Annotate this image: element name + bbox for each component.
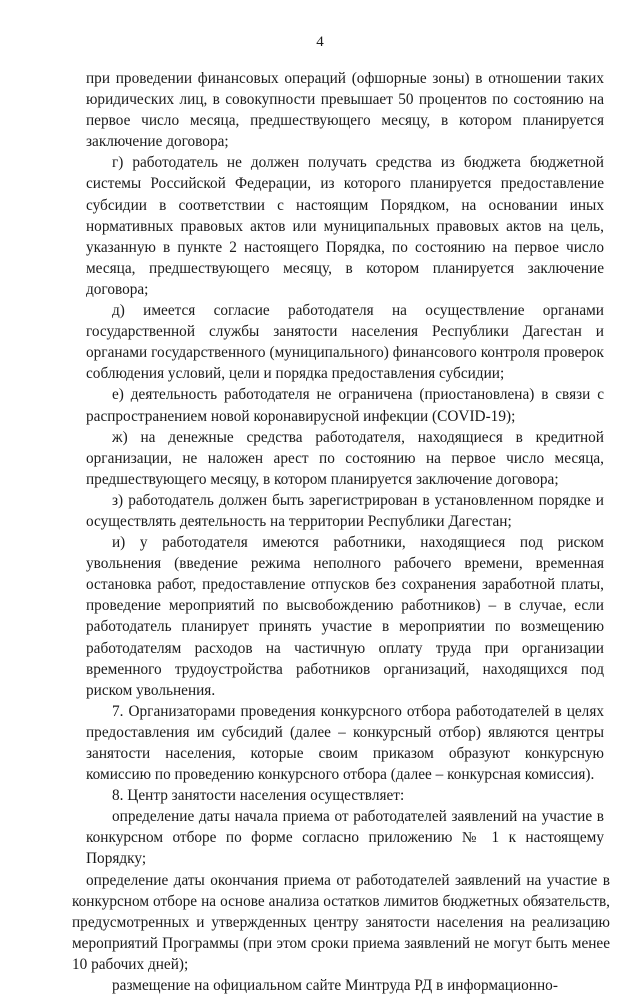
paragraph-end-date: определение даты окончания приема от работодателей заявлений на участие в конкурсном отборе на основе анализа остатков лимитов бюджетных обязательств, предусмотренных и утвержденных центру занятости населения на реализацию мероприятий Программы (при этом сроки приема заявлений не могут быть менее 10 рабочих дней); — [72, 871, 610, 973]
page-number: 4 — [316, 34, 324, 50]
paragraph-section-8: 8. Центр занятости населения осуществляет: — [112, 787, 405, 805]
paragraph-item-zh: ж) на денежные средства работодателя, находящиеся в кредитной организации, не наложен арест по состоянию на первое число месяца, предшествующего месяцу, в котором планируется заключение договора; — [86, 428, 604, 488]
paragraph-start-date: определение даты начала приема от работодателей заявлений на участие в конкурсном отборе по форме согласно приложению № 1 к настоящему Порядку; — [86, 808, 604, 868]
paragraph-item-e: е) деятельность работодателя не ограничена (приостановлена) в связи с распространением новой коронавирусной инфекции (COVID-19); — [86, 386, 604, 425]
paragraph-item-d: д) имеется согласие работодателя на осуществление органами государственной службы занятости населения Республики Дагестан и органами государственного (муниципального) финансового контроля проверок соблюдения условий, цели и порядка предоставления субсидии; — [86, 302, 604, 383]
paragraph-item-z: з) работодатель должен быть зарегистрирован в установленном порядке и осуществлять деятельность на территории Республики Дагестан; — [86, 491, 604, 530]
paragraph-item-i: и) у работодателя имеются работники, находящиеся под риском увольнения (введение режима неполного рабочего времени, временная остановка работ, предоставление отпусков без сохранения заработной платы, проведение мероприятий по высвобождению работников) – в случае, если работодатель планирует принять участие в мероприятии по возмещению работодателям расходов на частичную оплату труда при организации временного трудоустройства работников организаций, находящихся под риском увольнения. — [86, 534, 604, 699]
paragraph-section-7: 7. Организаторами проведения конкурсного отбора работодателей в целях предоставления им субсидий (далее – конкурсный отбор) являются центры занятости населения, которые своим приказом образуют конкурсную комиссию по проведению конкурсного отбора (далее – конкурсная комиссия). — [86, 702, 604, 784]
paragraph-website: размещение на официальном сайте Минтруда РД в информационно- — [112, 977, 558, 995]
paragraph-item-g: г) работодатель не должен получать средства из бюджета бюджетной системы Российской Федерации, из которого планируется предоставление субсидии в соответствии с настоящим Порядком, на основании иных нормативных правовых актов или муниципальных правовых актов на цель, указанную в пункте 2 настоящего Порядка, по состоянию на первое число месяца, предшествующего месяцу, в котором планируется заключение договора; — [86, 154, 604, 298]
document-body — [72, 68, 610, 996]
paragraph-continuation: при проведении финансовых операций (офшорные зоны) в отношении таких юридических лиц, в совокупности превышает 50 процентов по состоянию на первое число месяца, предшествующего месяцу, в котором планируется заключение договора; — [86, 70, 604, 151]
